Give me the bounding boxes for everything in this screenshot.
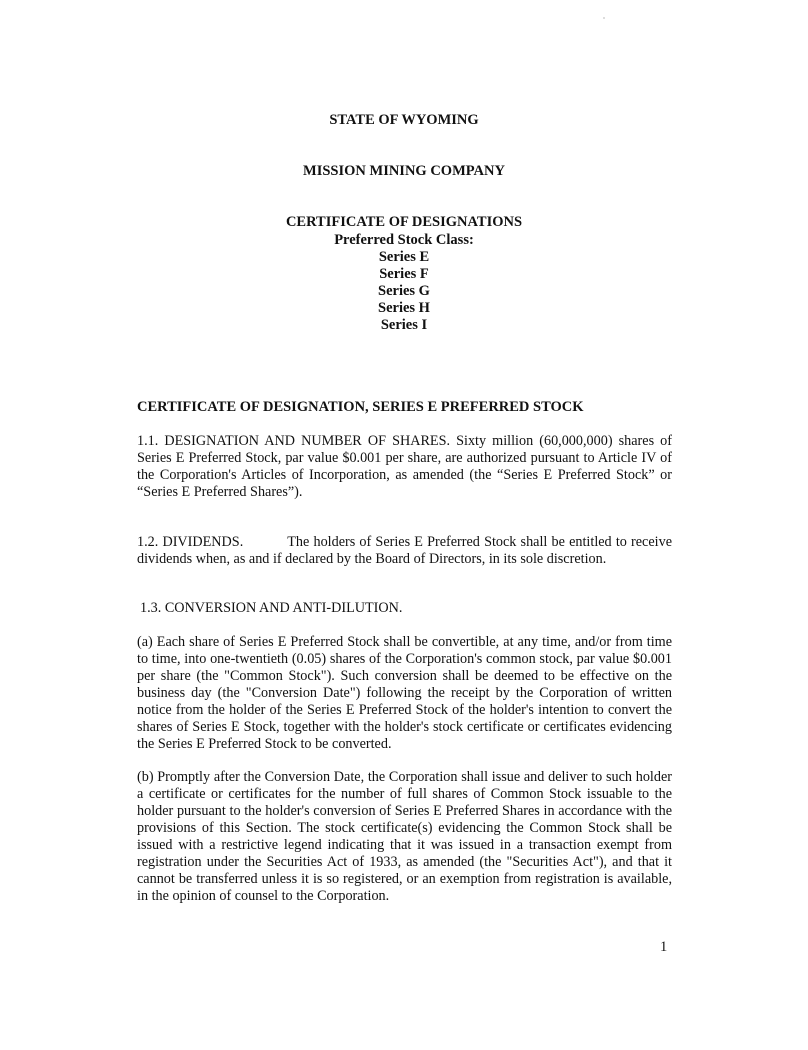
dividends-text: The holders of Series E Preferred Stock shall be entitled to receive dividends when, as and if declared by the Board of Directors, in its sole discretion. xyxy=(137,534,672,567)
series-i: Series I xyxy=(380,317,428,333)
paragraph-1-2 xyxy=(137,534,672,568)
series-g: Series G xyxy=(378,283,430,299)
certificate-title: CERTIFICATE OF DESIGNATIONS xyxy=(285,214,523,230)
series-f: Series F xyxy=(379,266,429,282)
company-heading: MISSION MINING COMPANY xyxy=(303,163,505,179)
class-label: Preferred Stock Class: xyxy=(334,232,474,248)
paragraph-1-3: 1.3. CONVERSION AND ANTI-DILUTION. xyxy=(140,600,403,616)
dividends-label: 1.2. DIVIDENDS. xyxy=(137,534,244,550)
series-e: Series E xyxy=(378,249,430,265)
scan-speck xyxy=(603,17,605,19)
paragraph-b: (b) Promptly after the Conversion Date, the Corporation shall issue and deliver to such holder a certificate or certificates for the number of full shares of Common Stock issuable to the holder pursuant to the holder's conversion of Series E Preferred Shares in accordance with the provisions of this Section. The stock certificate(s) evidencing the Common Stock shall be issued with a restrictive legend indicating that it was issued in a transaction exempt from registration under the Securities Act of 1933, as amended (the "Securities Act"), and that it cannot be transferred unless it is so registered, or an exemption from registration is available, in the opinion of counsel to the Corporation. xyxy=(137,769,672,904)
series-h: Series H xyxy=(378,300,430,316)
state-heading: STATE OF WYOMING xyxy=(329,112,479,128)
paragraph-a: (a) Each share of Series E Preferred Stock shall be convertible, at any time, and/or from time to time, into one-twentieth (0.05) shares of the Corporation's common stock, par value $0.001 per share (the "Common Stock"). Such conversion shall be deemed to be effective on the business day (the "Conversion Date") following the receipt by the Corporation of written notice from the holder of the Series E Preferred Stock of the holder's intention to convert the shares of Series E Stock, together with the holder's stock certificate or certificates evidencing the Series E Preferred Stock to be converted. xyxy=(137,634,672,752)
section-title: CERTIFICATE OF DESIGNATION, SERIES E PREFERRED STOCK xyxy=(137,399,584,415)
page-number: 1 xyxy=(660,939,668,955)
paragraph-1-1: 1.1. DESIGNATION AND NUMBER OF SHARES. Sixty million (60,000,000) shares of Series E Preferred Stock, par value $0.001 per share, are authorized pursuant to Article IV of the Corporation's Articles of Incorporation, as amended (the “Series E Preferred Stock” or “Series E Preferred Shares”). xyxy=(137,433,672,500)
